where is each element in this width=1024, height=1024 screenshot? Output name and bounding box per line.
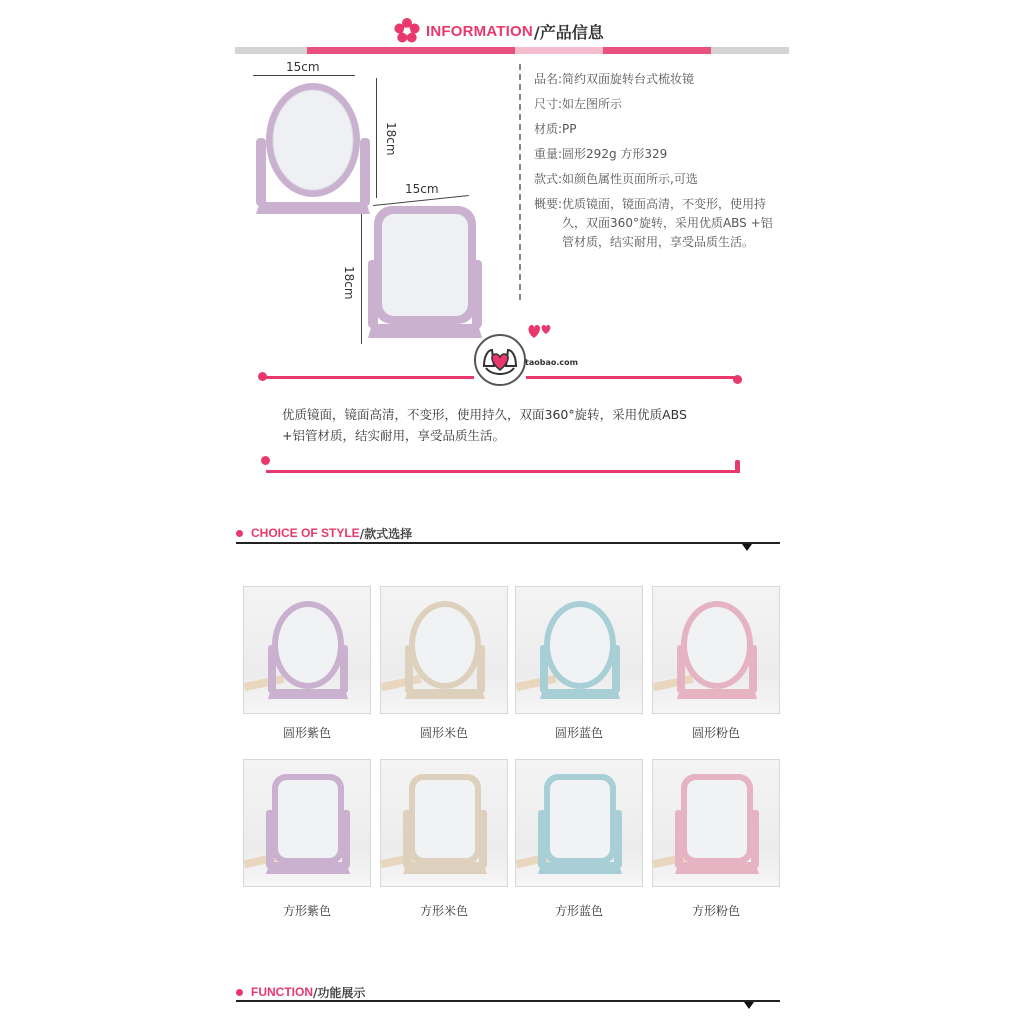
- spec-row-weight: 重量: 圆形292g 方形329: [534, 145, 774, 164]
- down-arrow-icon: [742, 544, 752, 551]
- style-title-cn: /款式选择: [359, 526, 413, 541]
- spec-list: [534, 70, 774, 258]
- spec-value: 如颜色属性页面所示,可选: [562, 172, 698, 186]
- bullet-dot: [236, 989, 243, 996]
- round-width-label: 15cm: [286, 60, 320, 74]
- round-mirror-image: [653, 587, 780, 714]
- info-title-cn: /产品信息: [533, 22, 604, 42]
- function-section-rule: [236, 1000, 780, 1002]
- product-label: 方形蓝色: [554, 904, 603, 918]
- hands-heart-icon: [476, 336, 524, 384]
- product-label: 方形米色: [419, 904, 468, 918]
- spec-value: 圆形292g 方形329: [562, 147, 668, 161]
- product-card-8[interactable]: [652, 759, 780, 887]
- bullet-dot: [236, 530, 243, 537]
- spec-row-style: 款式: 如颜色属性页面所示,可选: [534, 170, 774, 189]
- header-strip-pink-2: [603, 47, 711, 54]
- description-line-1: 优质镜面，镜面高清，不变形，使用持久，双面360°旋转，采用优质ABS: [282, 407, 687, 422]
- function-title-en: FUNCTION: [251, 985, 313, 999]
- spec-value: 优质镜面，镜面高清，不变形，使用持久，双面360°旋转，采用优质ABS +铝管材质，结实耐用，享受品质生活。: [562, 197, 773, 249]
- function-title-cn: /功能展示: [313, 985, 366, 1000]
- down-arrow-icon: [744, 1002, 754, 1009]
- box-bottom-left-cap: [261, 456, 270, 465]
- product-card-7[interactable]: [515, 759, 643, 887]
- header-strip-light-pink: [515, 47, 603, 54]
- product-card-1[interactable]: [243, 586, 371, 714]
- round-width-line: [253, 75, 355, 76]
- flower-icon: [392, 16, 422, 46]
- spec-value: 如左图所示: [562, 97, 623, 111]
- box-top-right-cap: [733, 375, 742, 384]
- spec-value: PP: [562, 122, 577, 136]
- round-mirror-image: [516, 587, 643, 714]
- info-title-en: INFORMATION: [426, 22, 533, 40]
- description: [282, 404, 742, 446]
- box-top-line: [262, 376, 474, 379]
- box-bottom-line: [266, 470, 740, 473]
- square-width-label: 15cm: [405, 182, 439, 196]
- round-height-label: 18cm: [384, 122, 398, 156]
- product-label: 圆形紫色: [282, 726, 331, 740]
- spec-row-name: 品名: 简约双面旋转台式梳妆镜: [534, 70, 774, 89]
- box-top-left-cap: [258, 372, 267, 381]
- spec-value: 简约双面旋转台式梳妆镜: [562, 72, 695, 86]
- header-strip-grey-right: [711, 47, 789, 54]
- logo-text: taobao.com: [525, 358, 578, 367]
- square-mirror-image: [244, 760, 371, 887]
- square-mirror-image: [516, 760, 643, 887]
- header-strip-grey-left: [235, 47, 307, 54]
- style-title-en: CHOICE OF STYLE: [251, 526, 360, 540]
- box-bottom-right-cap: [735, 460, 740, 472]
- round-mirror-image: [252, 78, 374, 220]
- spec-row-material: 材质: PP: [534, 120, 774, 139]
- round-mirror-image: [244, 587, 371, 714]
- header-strip-pink-1: [307, 47, 515, 54]
- product-label: 方形粉色: [691, 904, 740, 918]
- round-mirror-image: [381, 587, 508, 714]
- style-section-header: [236, 522, 412, 544]
- information-header: [392, 14, 604, 48]
- product-card-6[interactable]: [380, 759, 508, 887]
- spec-divider: [519, 64, 521, 300]
- logo-badge: [474, 334, 526, 386]
- style-section-rule: [236, 542, 780, 544]
- spec-row-size: 尺寸: 如左图所示: [534, 95, 774, 114]
- product-label: 圆形粉色: [691, 726, 740, 740]
- product-card-2[interactable]: [380, 586, 508, 714]
- square-height-label: 18cm: [342, 266, 356, 300]
- product-label: 方形紫色: [282, 904, 331, 918]
- square-mirror-image: [366, 204, 484, 344]
- square-height-line: [361, 214, 362, 344]
- spec-row-summary: 概要: 优质镜面，镜面高清，不变形，使用持久，双面360°旋转，采用优质ABS +铝管材质，结实耐用，享受品质生活。: [534, 195, 774, 252]
- hearts-icon: [526, 322, 556, 342]
- product-card-3[interactable]: [515, 586, 643, 714]
- square-mirror-image: [381, 760, 508, 887]
- description-line-2: +铝管材质，结实耐用，享受品质生活。: [282, 428, 505, 443]
- product-label: 圆形蓝色: [554, 726, 603, 740]
- round-height-line: [376, 78, 377, 198]
- product-label: 圆形米色: [419, 726, 468, 740]
- product-card-5[interactable]: [243, 759, 371, 887]
- product-card-4[interactable]: [652, 586, 780, 714]
- square-mirror-image: [653, 760, 780, 887]
- box-top-line-right: [526, 376, 736, 379]
